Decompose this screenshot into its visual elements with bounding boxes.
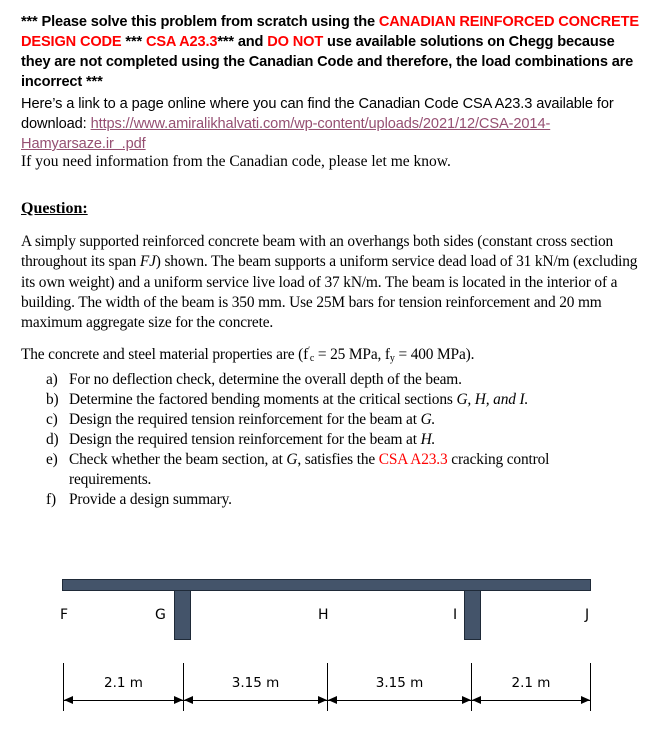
part-text: cracking control requirements. <box>69 451 550 488</box>
span-length-fg: 2.1 m <box>104 675 143 691</box>
header-text-2: *** <box>121 34 146 50</box>
part-marker: c) <box>46 411 58 428</box>
part-vars: G, H, and I. <box>456 391 529 408</box>
props-suffix: = 400 MPa). <box>394 346 475 364</box>
part-text: Design the required tension reinforcement for the beam at <box>69 431 421 448</box>
point-label-h: H <box>318 607 329 623</box>
part-var: G <box>286 451 298 468</box>
arrowhead-icon <box>64 696 73 704</box>
part-a <box>46 370 626 390</box>
part-text: Design the required tension reinforcement for the beam at <box>69 411 421 428</box>
part-marker: b) <box>46 391 59 408</box>
csa-code-download-link[interactable]: https://www.amiralikhalvati.com/wp-content/uploads/2021/12/CSA-2014-Hamyarsaze.ir .pdf <box>21 116 551 152</box>
point-label-f: F <box>60 607 69 623</box>
link-intro: Here’s a link to a page online where you can find the Canadian Code CSA A23.3 available for download: <box>21 96 614 132</box>
part-marker: a) <box>46 371 58 388</box>
arrowhead-icon <box>581 696 590 704</box>
dimension-tick <box>590 663 591 711</box>
fy-subscript: y <box>389 353 395 365</box>
question-text-b: ) shown. The beam supports a uniform service dead load of 31 kN/m (excluding its own weight) and a uniform service live load of 37 kN/m. The beam is located in the interior of a building. The width of the beam is 350 mm. Use 25M bars for tension reinforcement and 20 mm maximum aggregate size for the concrete. <box>21 253 638 332</box>
part-marker: d) <box>46 431 59 448</box>
need-info-note: If you need information from the Canadian code, please let me know. <box>21 153 451 170</box>
header-text-1: Please solve this problem from scratch using the <box>41 14 379 30</box>
part-marker: f) <box>46 491 56 508</box>
question-heading: Question: <box>21 200 88 217</box>
arrowhead-icon <box>328 696 337 704</box>
code-name-highlight: CANADIAN REINFORCED CONCRETE DESIGN CODE <box>21 14 639 50</box>
question-parts-list <box>46 370 626 510</box>
part-vars: H. <box>420 431 436 448</box>
span-length-hi: 3.15 m <box>375 675 424 691</box>
part-text: Determine the factored bending moments at the critical sections <box>69 391 457 408</box>
span-length-ij: 2.1 m <box>511 675 551 691</box>
header-text-3: *** and <box>217 34 268 50</box>
dimension-line-ij <box>472 700 590 701</box>
header-text-4: use available solutions on Chegg because they are not completed using the Canadian Code and therefore, the load combinations are incorrect *** <box>21 34 634 90</box>
props-mid: = 25 MPa, f <box>314 346 390 364</box>
part-f <box>46 490 626 510</box>
span-label: FJ <box>139 253 156 271</box>
arrowhead-icon <box>318 696 327 704</box>
part-text: Check whether the beam section, at <box>69 451 287 468</box>
beam-member <box>62 579 591 591</box>
do-not-highlight: DO NOT <box>267 34 324 50</box>
point-label-i: I <box>453 607 458 623</box>
support-g <box>174 590 191 640</box>
part-text: For no deflection check, determine the overall depth of the beam. <box>69 371 462 388</box>
arrowhead-icon <box>472 696 481 704</box>
dimension-line-gh <box>184 700 327 701</box>
question-text-a: A simply supported reinforced concrete beam with an overhangs both sides (constant cross section throughout its span <box>21 233 614 271</box>
support-i <box>464 590 481 640</box>
part-d <box>46 430 626 450</box>
dimension-line-hi <box>328 700 471 701</box>
instruction-header <box>21 12 641 92</box>
dimension-line-fg <box>64 700 183 701</box>
fc-subscript: c <box>309 353 315 365</box>
part-c <box>46 410 626 430</box>
code-highlight: CSA A23.3 <box>378 451 448 468</box>
question-body <box>21 232 646 333</box>
arrowhead-icon <box>174 696 183 704</box>
part-b <box>46 390 626 410</box>
material-properties: The concrete and steel material properties are ($f'_c = 25$ MPa, $f_y = 400$ MPa). <box>21 345 475 365</box>
part-text: , satisfies the <box>297 451 379 468</box>
part-text: Provide a design summary. <box>69 491 232 508</box>
part-marker: e) <box>46 451 58 468</box>
header-stars: *** <box>21 14 42 30</box>
download-link-paragraph <box>21 94 646 154</box>
arrowhead-icon <box>462 696 471 704</box>
point-label-g: G <box>155 607 166 623</box>
arrowhead-icon <box>184 696 193 704</box>
point-label-j: J <box>585 607 590 623</box>
code-id-highlight: CSA A23.3 <box>145 34 218 50</box>
beam-diagram <box>0 570 657 747</box>
part-e <box>46 450 626 490</box>
part-vars: G. <box>420 411 436 428</box>
span-length-gh: 3.15 m <box>231 675 280 691</box>
props-prefix: The concrete and steel material properties are (f <box>21 346 309 364</box>
